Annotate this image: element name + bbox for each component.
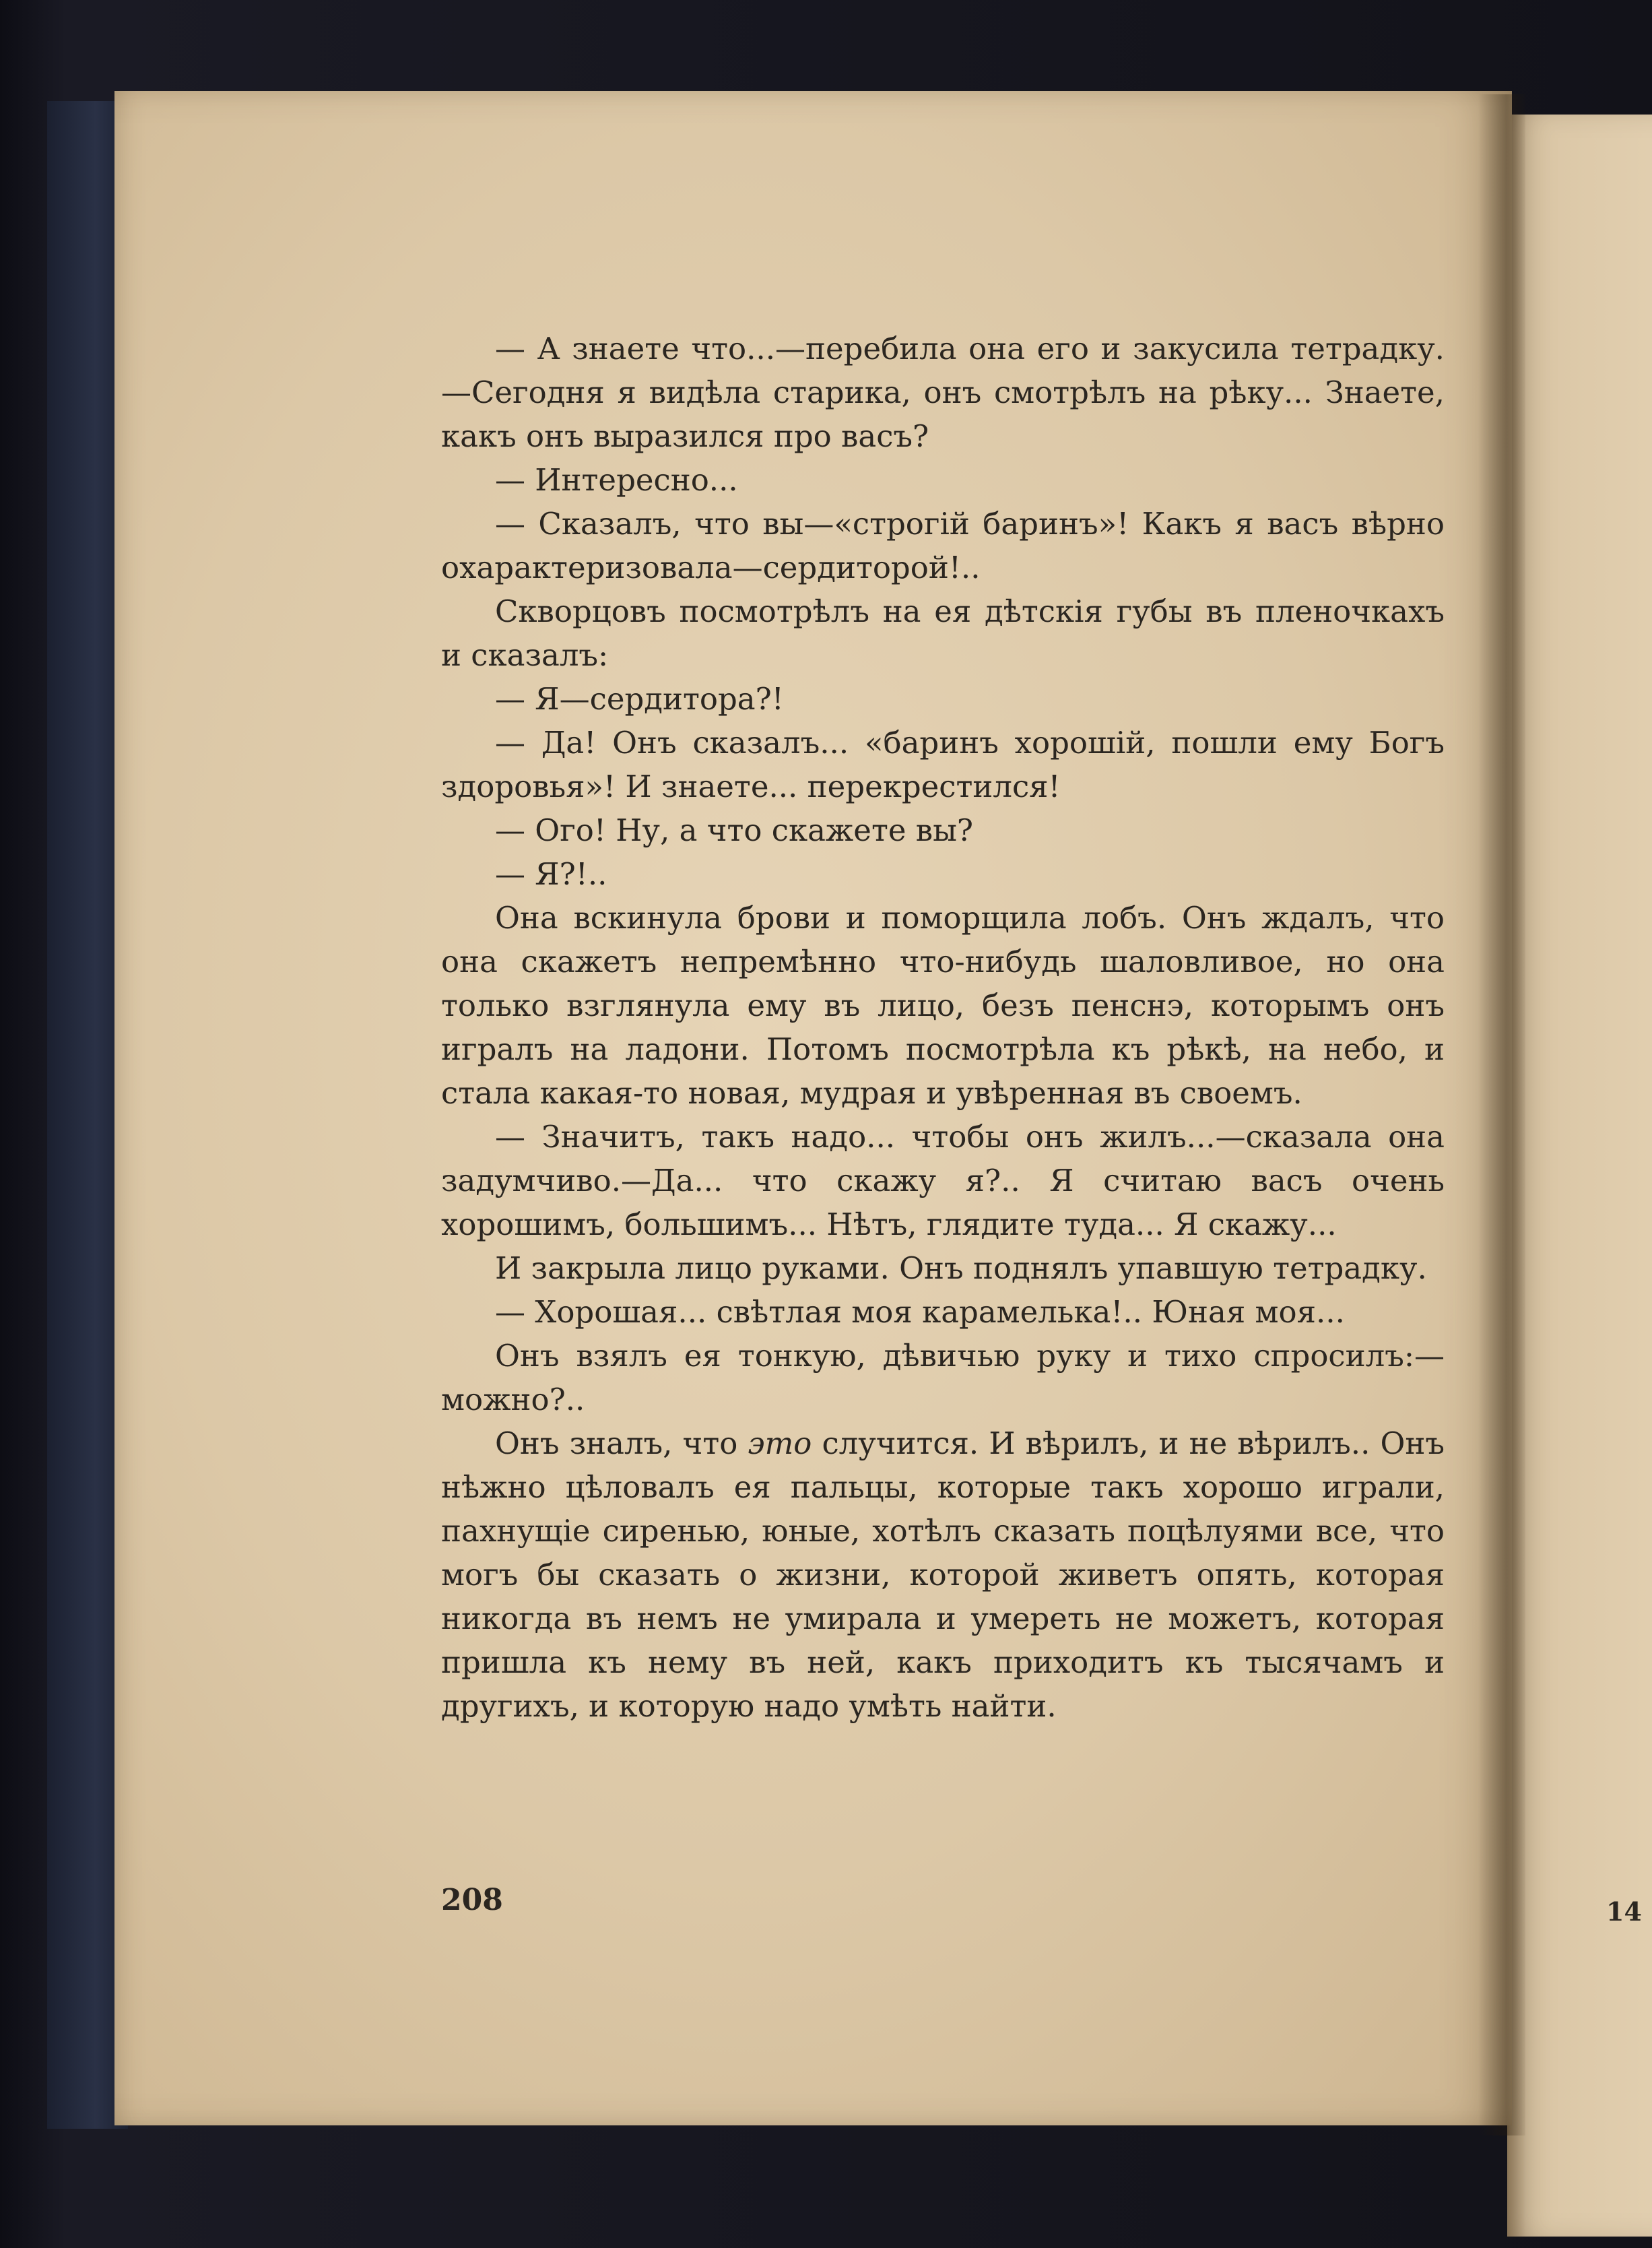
paragraph: — Сказалъ, что вы—«строгій баринъ»! Какъ я васъ вѣрно охарактеризовала—сердиторой!.. [441,506,1445,585]
paragraph [441,1421,1445,1728]
paragraph-text: случится. И вѣрилъ, и не вѣрилъ.. Онъ нѣжно цѣловалъ ея пальцы, которые такъ хорошо играли, пахнущіе сиренью, юные, хотѣлъ сказать поцѣлуями все, что могъ бы сказать о жизни, которой живетъ опять, которая никогда въ немъ не умирала и умереть не можетъ, которая пришла къ нему въ ней, какъ приходитъ къ тысячамъ и другихъ, и которую надо умѣть найти. [441,1425,1445,1724]
paragraph: — Хорошая... свѣтлая моя карамелька!.. Юная моя... [495,1294,1345,1330]
emphasized-word: это [748,1425,812,1461]
paragraph: Она вскинула брови и поморщила лобъ. Онъ ждалъ, что она скажетъ непремѣнно что-нибудь шаловливое, но она только взглянула ему въ лицо, безъ пенснэ, которымъ онъ игралъ на ладони. Потомъ посмотрѣла къ рѣкѣ, на небо, и стала какая-то новая, мудрая и увѣренная въ своемъ. [441,900,1445,1111]
paragraph-text: Онъ зналъ, что [495,1425,748,1461]
paragraph: — Значитъ, такъ надо... чтобы онъ жилъ...—сказала она задумчиво.—Да... что скажу я?.. Я считаю васъ очень хорошимъ, большимъ... Нѣтъ, глядите туда... Я скажу... [441,1119,1445,1242]
paragraph: — Я—сердитора?! [495,681,784,717]
paragraph: — Интересно... [495,462,738,498]
left-page-text [441,327,1445,1728]
gutter-shadow [1478,94,1525,2135]
paragraph: — А знаете что...—перебила она его и закусила тетрадку.—Сегодня я видѣла старика, онъ смотрѣлъ на рѣку... Знаете, какъ онъ выразился про васъ? [441,331,1445,454]
paragraph: — Ого! Ну, а что скажете вы? [495,812,974,848]
page-number-left: 208 [441,1883,503,1917]
paragraph: — Я?!.. [495,856,607,892]
paragraph: Скворцовъ посмотрѣлъ на ея дѣтскія губы въ пленочкахъ и сказалъ: [441,593,1445,673]
paragraph: Онъ взялъ ея тонкую, дѣвичью руку и тихо спросилъ:—можно?.. [441,1338,1445,1417]
page-number-right: 14 [1606,1896,1642,1927]
paragraph: И закрыла лицо руками. Онъ поднялъ упавшую тетрадку. [495,1250,1427,1286]
paragraph: — Да! Онъ сказалъ... «баринъ хорошій, пошли ему Богъ здоровья»! И знаете... перекрестился! [441,725,1445,804]
